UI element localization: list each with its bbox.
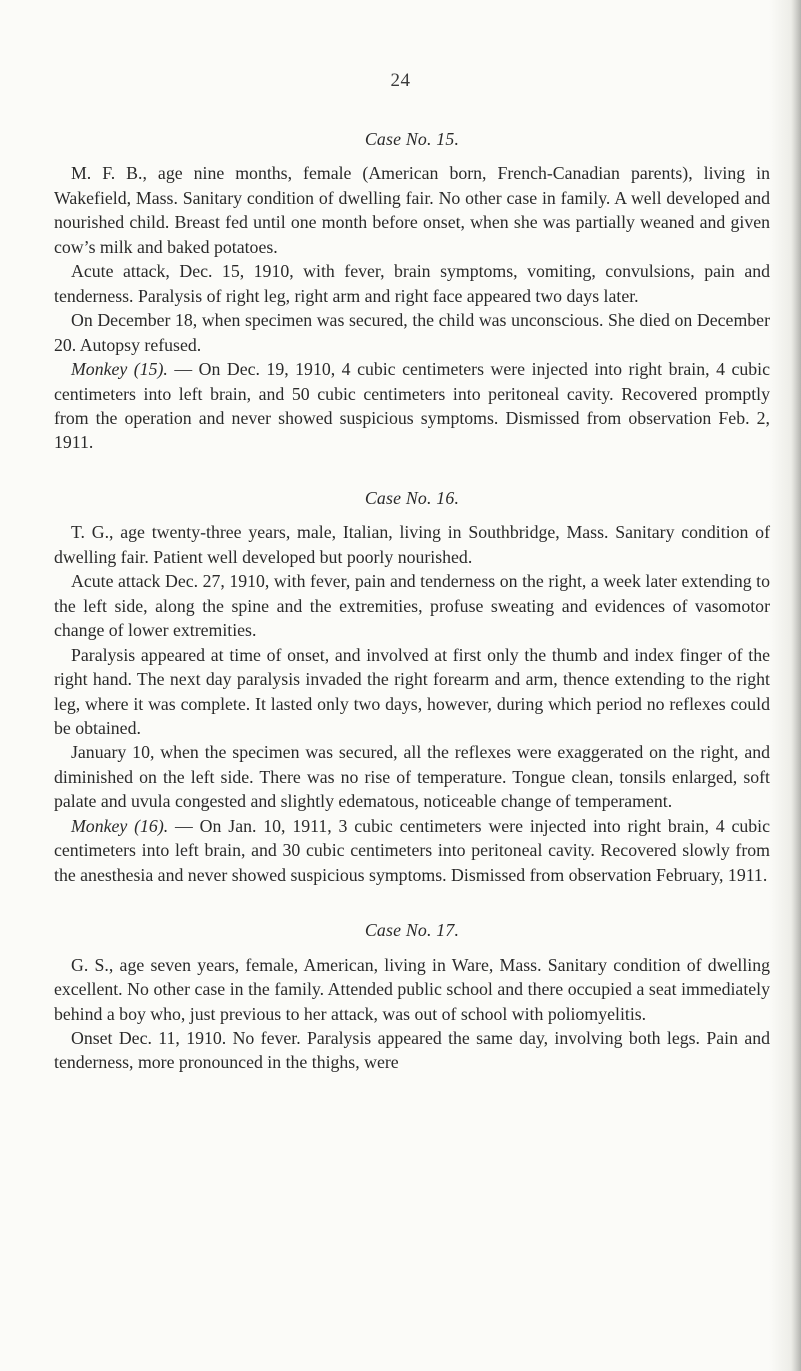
monkey-paragraph xyxy=(54,814,770,887)
case-paragraph: T. G., age twenty-three years, male, Italian, living in Southbridge, Mass. Sanitary condition of dwelling fair. Patient well developed but poorly nourished. xyxy=(54,522,770,567)
case-section-17 xyxy=(54,918,770,1075)
case-paragraph: Paralysis appeared at time of onset, and involved at first only the thumb and index finger of the right hand. The next day paralysis invaded the right forearm and arm, thence extending to the right leg, where it was complete. It lasted only two days, however, during which period no reflexes could be obtained. xyxy=(54,644,770,738)
case-paragraph: January 10, when the specimen was secured, all the reflexes were exaggerated on the right, and diminished on the left side. There was no rise of temperature. Tongue clean, tonsils enlarged, soft palate and uvula congested and slightly edematous, noticeable change of temperament. xyxy=(54,742,770,812)
case-paragraph: G. S., age seven years, female, American, living in Ware, Mass. Sanitary condition of dwelling excellent. No other case in the family. Attended public school and there occupied a seat immediately behind a boy who, just previous to her attack, was out of school with poliomyelitis. xyxy=(54,954,770,1024)
case-paragraph: M. F. B., age nine months, female (American born, French-Canadian parents), living in Wakefield, Mass. Sanitary condition of dwelling fair. No other case in family. A well developed and nourished child. Breast fed until one month before onset, when she was partially weaned and given cow’s milk and baked potatoes. xyxy=(54,163,770,257)
case-paragraph: On December 18, when specimen was secured, the child was unconscious. She died on December 20. Autopsy refused. xyxy=(54,310,770,355)
monkey-label: Monkey (15). xyxy=(71,359,168,380)
case-title: Case No. 16. xyxy=(364,487,460,508)
case-section-16 xyxy=(54,486,770,887)
case-title: Case No. 15. xyxy=(364,129,460,149)
monkey-label: Monkey (16). xyxy=(71,815,169,836)
page-edge-shadow xyxy=(791,0,801,1371)
case-paragraph: Acute attack, Dec. 15, 1910, with fever, brain symptoms, vomiting, convulsions, pain and tenderness. Paralysis of right leg, right arm and right face appeared two days later. xyxy=(54,261,770,306)
monkey-text: — On Dec. 19, 1910, 4 cubic centimeters were injected into right brain, 4 cubic centimeters into left brain, and 50 cubic centimeters into peritoneal cavity. Recovered promptly from the operation and never showed suspicious symptoms. Dismissed from observation Feb. 2, 1911. xyxy=(54,359,770,453)
monkey-text: — On Jan. 10, 1911, 3 cubic centimeters were injected into right brain, 4 cubic centimeters into left brain, and 30 cubic centimeters into peritoneal cavity. Recovered slowly from the anesthesia and never showed suspicious symptoms. Dismissed from observation February, 1911. xyxy=(54,815,770,885)
monkey-paragraph xyxy=(54,357,770,455)
case-paragraph: Acute attack Dec. 27, 1910, with fever, pain and tenderness on the right, a week later extending to the left side, along the spine and the extremities, profuse sweating and evidences of vasomotor change of lower extremities. xyxy=(54,571,770,641)
case-section-15 xyxy=(54,127,770,455)
page-number: 24 xyxy=(390,70,411,91)
document-body xyxy=(54,127,770,1106)
case-paragraph: Onset Dec. 11, 1910. No fever. Paralysis appeared the same day, involving both legs. Pain and tenderness, more pronounced in the thighs, were xyxy=(54,1027,770,1073)
case-title: Case No. 17. xyxy=(364,920,460,941)
